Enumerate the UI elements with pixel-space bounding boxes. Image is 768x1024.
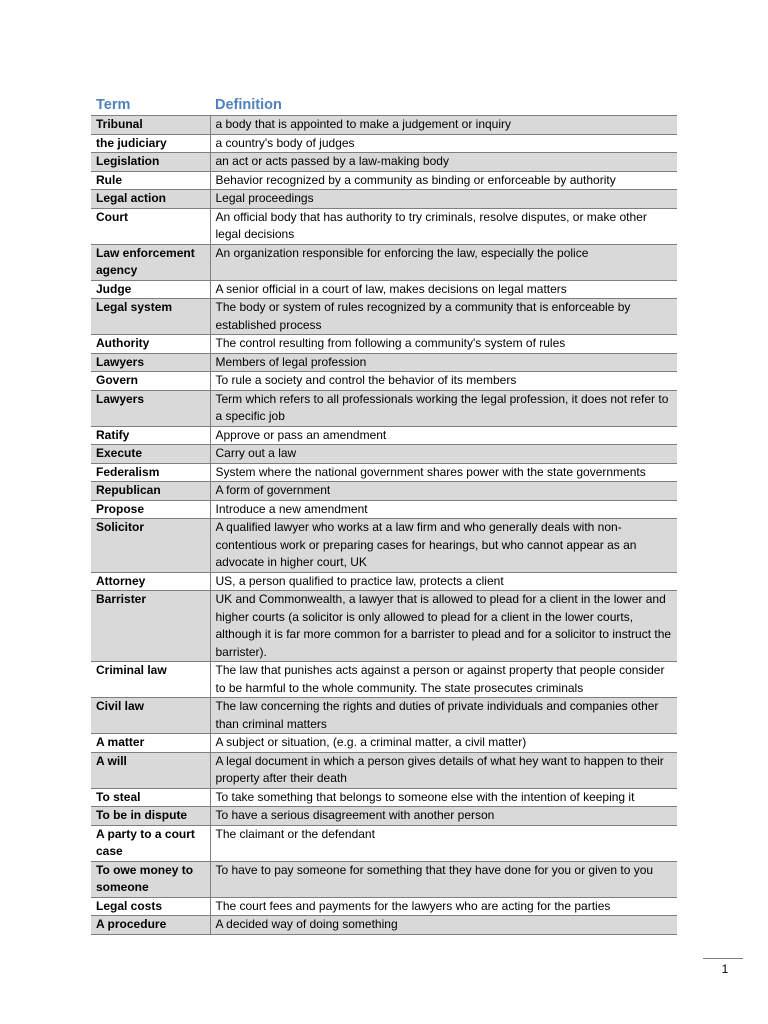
table-row [91,299,677,335]
term-cell: Civil law [91,698,210,734]
definition-cell: Term which refers to all professionals working the legal profession, it does not refer to a specific job [210,390,677,426]
table-row [91,372,677,391]
definition-cell: an act or acts passed by a law-making body [210,153,677,172]
term-cell: Legal system [91,299,210,335]
table-row [91,426,677,445]
table-row [91,519,677,573]
table-row [91,500,677,519]
table-row [91,463,677,482]
table-row [91,482,677,501]
definition-cell: Introduce a new amendment [210,500,677,519]
definition-cell: System where the national government shares power with the state governments [210,463,677,482]
glossary-table [91,96,677,935]
table-row [91,134,677,153]
definition-cell: Carry out a law [210,445,677,464]
table-row [91,244,677,280]
definition-cell: To have a serious disagreement with another person [210,807,677,826]
term-cell: A procedure [91,916,210,935]
table-row [91,208,677,244]
table-row [91,825,677,861]
term-cell: A will [91,752,210,788]
term-cell: Ratify [91,426,210,445]
definition-cell: Legal proceedings [210,190,677,209]
definition-cell: To take something that belongs to someone else with the intention of keeping it [210,788,677,807]
definition-cell: Approve or pass an amendment [210,426,677,445]
table-row [91,591,677,662]
table-row [91,807,677,826]
term-cell: A party to a court case [91,825,210,861]
definition-cell: UK and Commonwealth, a lawyer that is allowed to plead for a client in the lower and higher courts (a solicitor is only allowed to plead for a client in the lower courts, although it is far more common for a barrister to plead and for a solicitor to instruct the barrister). [210,591,677,662]
term-cell: Attorney [91,572,210,591]
table-row [91,445,677,464]
definition-cell: a country's body of judges [210,134,677,153]
table-row [91,190,677,209]
term-cell: Judge [91,280,210,299]
glossary-body [91,116,677,935]
term-cell: Criminal law [91,662,210,698]
term-cell: To be in dispute [91,807,210,826]
page-number: 1 [721,962,729,976]
definition-cell: a body that is appointed to make a judgement or inquiry [210,116,677,135]
definition-cell: A legal document in which a person gives details of what hey want to happen to their property after their death [210,752,677,788]
term-cell: Tribunal [91,116,210,135]
term-column-header: Term [91,96,210,116]
definition-cell: A subject or situation, (e.g. a criminal matter, a civil matter) [210,734,677,753]
definition-cell: A qualified lawyer who works at a law firm and who generally deals with non-contentious work or preparing cases for hearings, but who cannot appear as an advocate in higher court, UK [210,519,677,573]
term-cell: Propose [91,500,210,519]
definition-cell: An organization responsible for enforcing the law, especially the police [210,244,677,280]
table-row [91,662,677,698]
term-cell: Legal costs [91,897,210,916]
term-cell: Lawyers [91,390,210,426]
term-cell: Lawyers [91,353,210,372]
table-row [91,788,677,807]
term-cell: Law enforcement agency [91,244,210,280]
definition-cell: To rule a society and control the behavior of its members [210,372,677,391]
definition-cell: US, a person qualified to practice law, protects a client [210,572,677,591]
table-row [91,390,677,426]
term-cell: Solicitor [91,519,210,573]
table-row [91,572,677,591]
footer-divider [703,958,743,959]
term-cell: Govern [91,372,210,391]
term-cell: A matter [91,734,210,753]
term-cell: To owe money to someone [91,861,210,897]
table-row [91,171,677,190]
definition-cell: A decided way of doing something [210,916,677,935]
term-cell: the judiciary [91,134,210,153]
table-row [91,897,677,916]
table-row [91,153,677,172]
definition-cell: The court fees and payments for the lawyers who are acting for the parties [210,897,677,916]
term-cell: Republican [91,482,210,501]
definition-cell: The claimant or the defendant [210,825,677,861]
definition-column-header: Definition [210,96,677,116]
definition-cell: Behavior recognized by a community as binding or enforceable by authority [210,171,677,190]
term-cell: Authority [91,335,210,354]
definition-cell: The law concerning the rights and duties of private individuals and companies other than criminal matters [210,698,677,734]
term-cell: Barrister [91,591,210,662]
table-row [91,916,677,935]
table-row [91,734,677,753]
term-cell: Rule [91,171,210,190]
table-row [91,280,677,299]
table-row [91,752,677,788]
table-row [91,861,677,897]
table-row [91,698,677,734]
definition-cell: An official body that has authority to try criminals, resolve disputes, or make other legal decisions [210,208,677,244]
definition-cell: The law that punishes acts against a person or against property that people consider to be harmful to the whole community. The state prosecutes criminals [210,662,677,698]
term-cell: Court [91,208,210,244]
definition-cell: The control resulting from following a community's system of rules [210,335,677,354]
definition-cell: A form of government [210,482,677,501]
definition-cell: Members of legal profession [210,353,677,372]
term-cell: Legal action [91,190,210,209]
table-row [91,353,677,372]
term-cell: Legislation [91,153,210,172]
term-cell: To steal [91,788,210,807]
definition-cell: The body or system of rules recognized by a community that is enforceable by established process [210,299,677,335]
table-row [91,335,677,354]
term-cell: Execute [91,445,210,464]
table-row [91,116,677,135]
definition-cell: To have to pay someone for something that they have done for you or given to you [210,861,677,897]
definition-cell: A senior official in a court of law, makes decisions on legal matters [210,280,677,299]
header-row [91,96,677,116]
term-cell: Federalism [91,463,210,482]
